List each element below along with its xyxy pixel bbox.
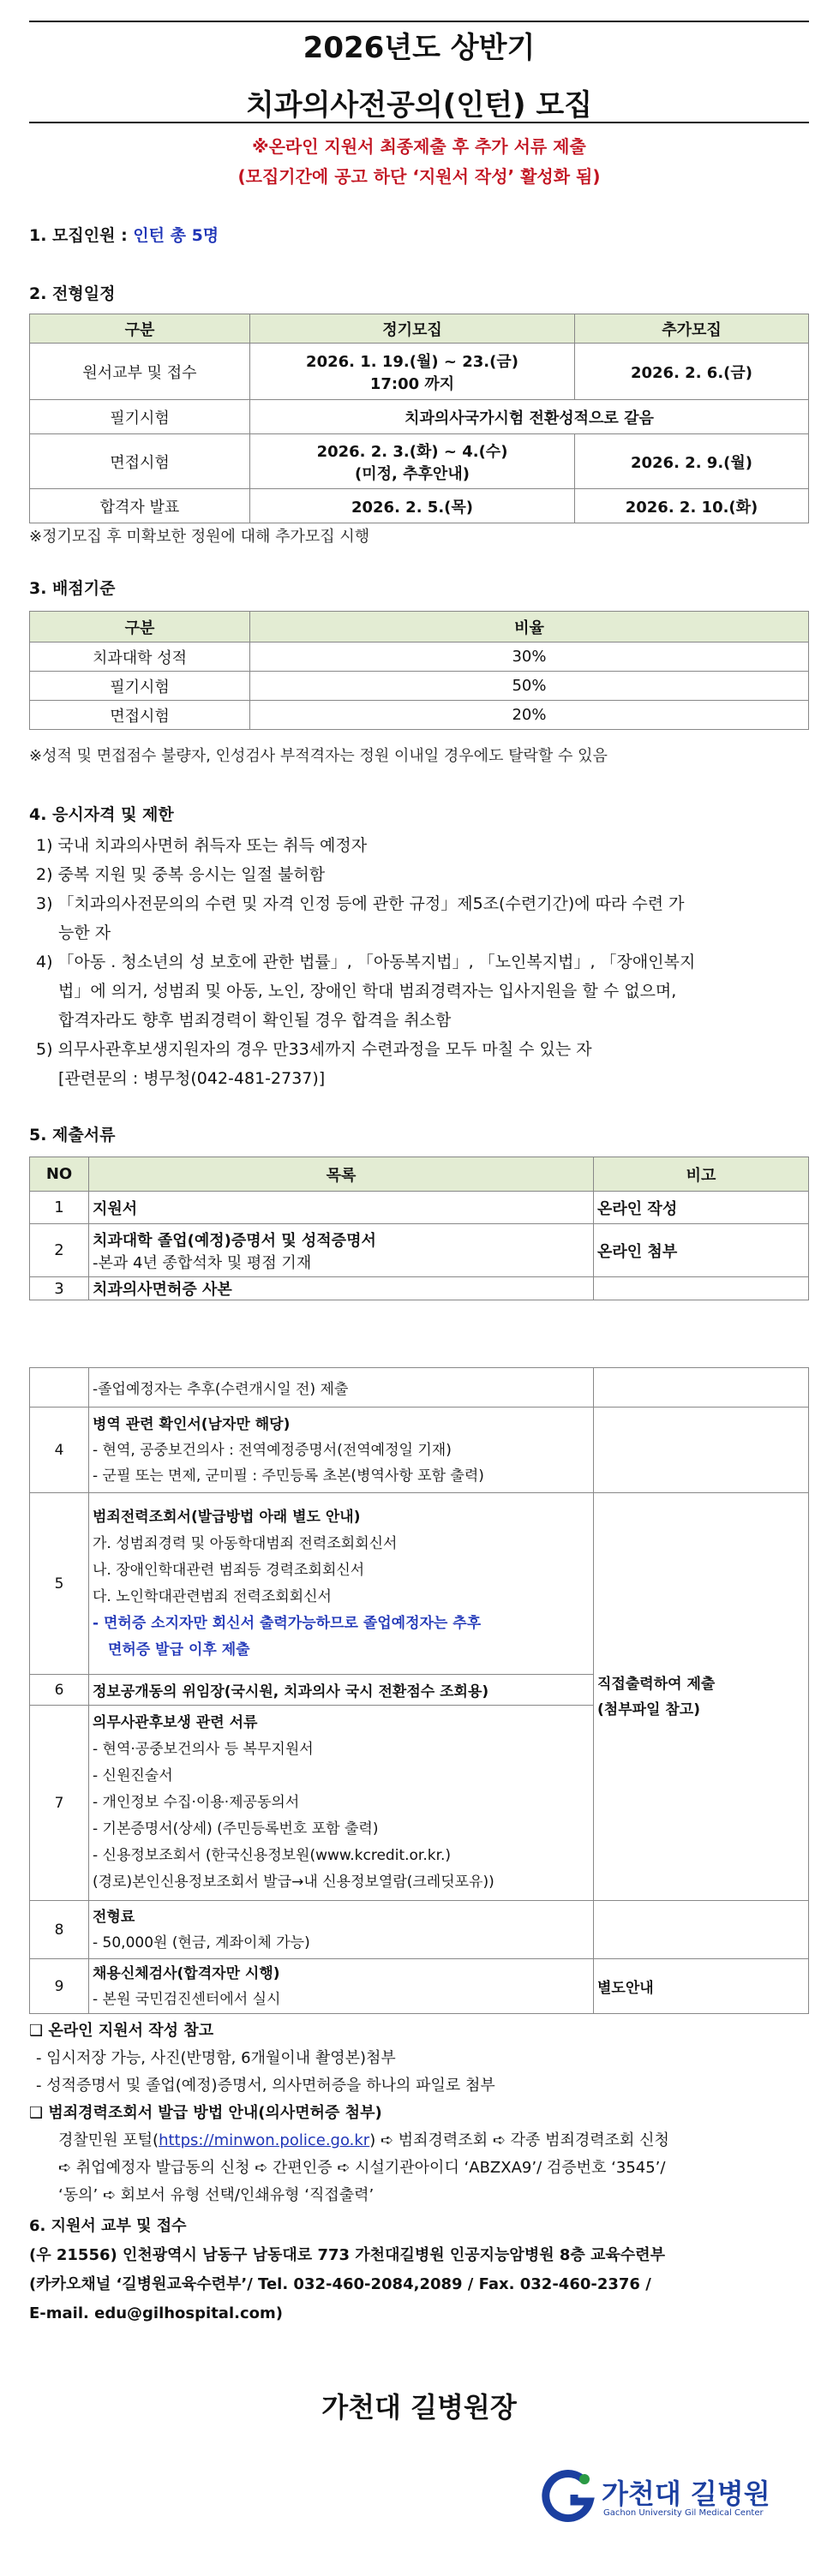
section-application xyxy=(29,2212,809,2328)
application-address: (우 21556) 인천광역시 남동구 남동대로 773 가천대길병원 인공지능암병원 8층 교육수련부 xyxy=(29,2246,665,2264)
hospital-logo xyxy=(540,2467,797,2527)
doc-item-sub: - 면허증 소지자만 회신서 출력가능하므로 졸업예정자는 추후 xyxy=(93,1614,482,1632)
application-email: E-mail. edu@gilhospital.com) xyxy=(29,2304,283,2322)
table-row xyxy=(30,701,809,730)
scoring-cell: 면접시험 xyxy=(30,701,250,730)
doc-item-sub: -본과 4년 종합석차 및 평점 기재 xyxy=(93,1253,312,1272)
doc-note: 별도안내 xyxy=(594,1959,809,2014)
table-row xyxy=(30,1901,809,1959)
doc-note xyxy=(594,1408,809,1493)
doc-item-title: 전형료 xyxy=(93,1908,135,1926)
scoring-cell: 필기시험 xyxy=(30,672,250,701)
notice-line1: ※온라인 지원서 최종제출 후 추가 서류 제출 xyxy=(252,136,586,157)
doc-item-sub: -졸업예정자는 추후(수련개시일 전) 제출 xyxy=(89,1368,594,1408)
schedule-header-additional: 추가모집 xyxy=(575,314,809,344)
application-contact: (카카오채널 ‘길병원교육수련부’/ Tel. 032-460-2084,2089 / Fax. 032-460-2376 / xyxy=(29,2275,651,2293)
table-row xyxy=(30,1192,809,1224)
table-row xyxy=(30,489,809,523)
doc-item-title: 범죄전력조회서(발급방법 아래 별도 안내) xyxy=(93,1508,361,1526)
crime-guide-text: 경찰민원 포털( xyxy=(58,2131,159,2149)
schedule-table xyxy=(29,314,809,523)
doc-item xyxy=(89,1224,594,1277)
eligibility-list xyxy=(29,831,809,1093)
doc-note-line: (첨부파일 참고) xyxy=(597,1700,700,1718)
schedule-note: ※정기모집 후 미확보한 정원에 대해 추가모집 시행 xyxy=(29,528,370,546)
doc-item-title: 병역 관련 확인서(남자만 해당) xyxy=(93,1415,291,1433)
schedule-cell: 2026. 2. 9.(월) xyxy=(575,434,809,489)
doc-item xyxy=(89,1959,594,2014)
logo-en: Gachon University Gil Medical Center xyxy=(603,2508,764,2518)
doc-item-sub: - 현역, 공중보건의사 : 전역예정증명서(전역예정일 기재) xyxy=(93,1441,452,1459)
doc-no: 4 xyxy=(30,1408,89,1493)
doc-item-sub: 가. 성범죄경력 및 아동학대범죄 전력조회회신서 xyxy=(93,1534,398,1552)
doc-item: 정보공개동의 위임장(국시원, 치과의사 국시 전환점수 조회용) xyxy=(89,1675,594,1706)
doc-item-sub: - 군필 또는 면제, 군미필 : 주민등록 초본(병역사항 포함 출력) xyxy=(93,1467,484,1485)
schedule-cell-line: 17:00 까지 xyxy=(369,374,455,393)
section-recruitment-label: 1. 모집인원 : xyxy=(29,226,134,245)
schedule-cell: 2026. 2. 10.(화) xyxy=(575,489,809,523)
schedule-cell: 필기시험 xyxy=(30,400,250,434)
table-row xyxy=(30,434,809,489)
section-schedule-title: 2. 전형일정 xyxy=(29,284,116,303)
section-recruitment xyxy=(29,223,219,246)
doc-no: 6 xyxy=(30,1675,89,1706)
doc-no xyxy=(30,1368,89,1408)
list-item: - 임시저장 가능, 사진(반명함, 6개월이내 촬영본)첨부 xyxy=(36,2049,396,2067)
logo-name: 가천대 길병원 xyxy=(602,2477,770,2510)
doc-note: 온라인 작성 xyxy=(594,1192,809,1224)
list-item: 합격자라도 향후 범죄경력이 확인될 경우 합격을 취소함 xyxy=(58,1011,452,1030)
page-title-line1: 2026년도 상반기 xyxy=(303,31,536,65)
list-item: 3) 「치과의사전문의의 수련 및 자격 인정 등에 관한 규정」제5조(수련기간)에 따라 수련 가 xyxy=(36,894,685,913)
section-documents-title: 5. 제출서류 xyxy=(29,1126,116,1145)
doc-note-line: 직접출력하여 제출 xyxy=(597,1675,716,1693)
crime-guide-text: ) ➪ 범죄경력조회 ➪ 각종 범죄경력조회 신청 xyxy=(369,2131,669,2149)
crime-guide-line3: ‘동의’ ➪ 회보서 유형 선택/인쇄유형 ‘직접출력’ xyxy=(58,2186,375,2204)
schedule-cell-line: 2026. 2. 3.(화) ~ 4.(수) xyxy=(316,442,508,461)
doc-no: 7 xyxy=(30,1706,89,1901)
table-row xyxy=(30,1959,809,2014)
scoring-header-category: 구분 xyxy=(30,612,250,643)
documents-header-item: 목록 xyxy=(89,1157,594,1192)
scoring-cell: 50% xyxy=(250,672,809,701)
schedule-cell: 2026. 2. 6.(금) xyxy=(575,344,809,400)
doc-no: 8 xyxy=(30,1901,89,1959)
doc-item-sub: - 신용정보조회서 (한국신용정보원(www.kcredit.or.kr.) xyxy=(93,1847,452,1864)
crime-guide-line1 xyxy=(29,2127,809,2155)
page-title-line2: 치과의사전공의(인턴) 모집 xyxy=(245,88,593,123)
section-scoring-title: 3. 배점기준 xyxy=(29,579,116,598)
online-tips-title: ❑ 온라인 지원서 작성 참고 xyxy=(29,2022,214,2040)
doc-item: 치과의사면허증 사본 xyxy=(89,1277,594,1300)
scoring-cell: 30% xyxy=(250,643,809,672)
schedule-cell: 2026. 2. 5.(목) xyxy=(250,489,575,523)
doc-item-sub: - 50,000원 (현금, 계좌이체 가능) xyxy=(93,1933,310,1951)
schedule-header-regular: 정기모집 xyxy=(250,314,575,344)
doc-item xyxy=(89,1493,594,1675)
doc-note xyxy=(594,1493,809,1901)
doc-no: 3 xyxy=(30,1277,89,1300)
table-row xyxy=(30,344,809,400)
table-row xyxy=(30,1408,809,1493)
table-row xyxy=(30,1277,809,1300)
logo-mark-icon xyxy=(540,2467,600,2527)
list-item: - 성적증명서 및 졸업(예정)증명서, 의사면허증을 하나의 파일로 첨부 xyxy=(36,2077,495,2095)
doc-item-sub: - 신원진술서 xyxy=(93,1767,173,1784)
doc-item xyxy=(89,1901,594,1959)
scoring-cell: 20% xyxy=(250,701,809,730)
doc-item xyxy=(89,1706,594,1901)
scoring-table xyxy=(29,611,809,730)
online-tips xyxy=(29,2017,809,2209)
title-rule xyxy=(29,122,809,123)
doc-item-title: 치과대학 졸업(예정)증명서 및 성적증명서 xyxy=(93,1231,376,1250)
police-portal-link[interactable]: https://minwon.police.go.kr xyxy=(159,2131,370,2149)
doc-item-sub: (경로)본인신용정보조회서 발급→내 신용정보열람(크레딧포유)) xyxy=(93,1874,494,1891)
list-item: 능한 자 xyxy=(58,923,111,942)
table-row xyxy=(30,672,809,701)
doc-item-sub: - 본원 국민검진센터에서 실시 xyxy=(93,1990,281,2008)
scoring-note: ※성적 및 면접점수 불량자, 인성검사 부적격자는 정원 이내일 경우에도 탈락할 수 있음 xyxy=(29,747,608,765)
schedule-cell-line: (미정, 추후안내) xyxy=(355,464,470,483)
schedule-cell: 치과의사국가시험 전환성적으로 갈음 xyxy=(250,400,809,434)
doc-item-sub: - 개인정보 수집·이용·제공동의서 xyxy=(93,1794,300,1811)
doc-item-title: 의무사관후보생 관련 서류 xyxy=(93,1714,258,1731)
doc-item-title: 채용신체검사(합격자만 시행) xyxy=(93,1964,280,1982)
list-item: 법」에 의거, 성범죄 및 아동, 노인, 장애인 학대 범죄경력자는 입사지원을 할 수 없으며, xyxy=(58,982,677,1001)
doc-item: 지원서 xyxy=(89,1192,594,1224)
list-item: 4) 「아동 . 청소년의 성 보호에 관한 법률」, 「아동복지법」, 「노인복지법」, 「장애인복지 xyxy=(36,953,696,971)
schedule-header-category: 구분 xyxy=(30,314,250,344)
list-item: 2) 중복 지원 및 중복 응시는 일절 불허함 xyxy=(36,865,326,884)
scoring-cell: 치과대학 성적 xyxy=(30,643,250,672)
crime-guide-line2: ➪ 취업예정자 발급동의 신청 ➪ 간편인증 ➪ 시설기관아이디 ‘ABZXA9’/ 검증번호 ‘3545’/ xyxy=(58,2159,666,2177)
schedule-cell: 원서교부 및 접수 xyxy=(30,344,250,400)
documents-table-top xyxy=(29,1157,809,1300)
notice-line2: (모집기간에 공고 하단 ‘지원서 작성’ 활성화 됨) xyxy=(237,166,601,187)
schedule-cell xyxy=(250,434,575,489)
doc-no: 2 xyxy=(30,1224,89,1277)
doc-item-sub: 면허증 발급 이후 제출 xyxy=(108,1641,250,1659)
doc-item-sub: 나. 장애인학대관련 범죄등 경력조회회신서 xyxy=(93,1561,365,1579)
documents-header-no: NO xyxy=(30,1157,89,1192)
recruitment-count: 인턴 총 5명 xyxy=(133,226,219,245)
doc-item-sub: - 현역·공중보건의사 등 복무지원서 xyxy=(93,1741,314,1758)
table-row xyxy=(30,1493,809,1675)
table-row xyxy=(30,1224,809,1277)
list-item: [관련문의 : 병무청(042-481-2737)] xyxy=(58,1069,326,1088)
top-rule xyxy=(29,21,809,22)
crime-guide-title: ❑ 범죄경력조회서 발급 방법 안내(의사면허증 첨부) xyxy=(29,2104,382,2122)
list-item: 1) 국내 치과의사면허 취득자 또는 취득 예정자 xyxy=(36,836,368,855)
doc-note xyxy=(594,1277,809,1300)
doc-note xyxy=(594,1368,809,1408)
doc-item-sub: - 기본증명서(상세) (주민등록번호 포함 출력) xyxy=(93,1820,379,1838)
doc-item xyxy=(89,1408,594,1493)
doc-note xyxy=(594,1901,809,1959)
list-item: 5) 의무사관후보생지원자의 경우 만33세까지 수련과정을 모두 마칠 수 있는 자 xyxy=(36,1040,592,1059)
table-row xyxy=(30,643,809,672)
schedule-cell xyxy=(250,344,575,400)
scoring-header-ratio: 비율 xyxy=(250,612,809,643)
doc-no: 5 xyxy=(30,1493,89,1675)
doc-item-sub: 다. 노인학대관련범죄 전력조회회신서 xyxy=(93,1587,332,1605)
schedule-cell: 면접시험 xyxy=(30,434,250,489)
documents-header-note: 비고 xyxy=(594,1157,809,1192)
doc-note: 온라인 첨부 xyxy=(594,1224,809,1277)
table-row xyxy=(30,1368,809,1408)
schedule-cell-line: 2026. 1. 19.(월) ~ 23.(금) xyxy=(306,352,518,371)
documents-table-bottom xyxy=(29,1367,809,2014)
doc-no: 1 xyxy=(30,1192,89,1224)
schedule-cell: 합격자 발표 xyxy=(30,489,250,523)
section-eligibility-title: 4. 응시자격 및 제한 xyxy=(29,805,174,824)
signature: 가천대 길병원장 xyxy=(321,2391,517,2424)
table-row xyxy=(30,400,809,434)
doc-no: 9 xyxy=(30,1959,89,2014)
section-application-title: 6. 지원서 교부 및 접수 xyxy=(29,2217,187,2235)
